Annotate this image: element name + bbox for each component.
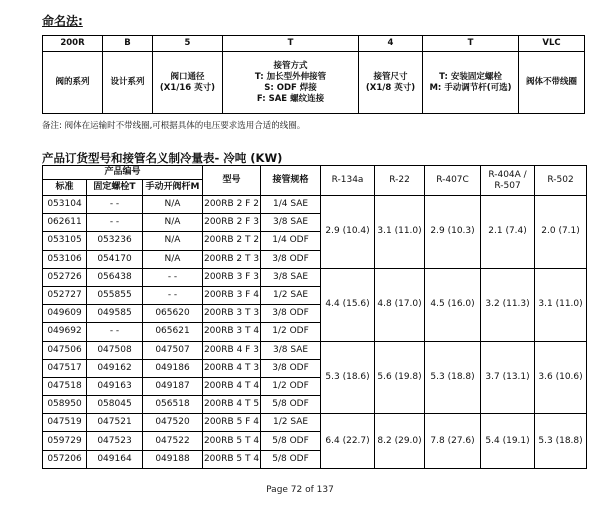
table-cell: 3/8 ODF: [261, 359, 321, 377]
naming-code: VLC: [519, 36, 585, 52]
table-cell: 053104: [43, 196, 87, 214]
table-cell: N/A: [143, 214, 203, 232]
table-cell: 047508: [87, 341, 143, 359]
naming-code: T: [423, 36, 519, 52]
table-cell: 049692: [43, 323, 87, 341]
r134a-header: R-134a: [321, 166, 375, 196]
table-cell: 200RB 2 T 2: [203, 232, 261, 250]
model-header: 型号: [203, 166, 261, 196]
capacity-cell: 4.5 (16.0): [425, 268, 481, 341]
table-cell: 1/2 SAE: [261, 414, 321, 432]
capacity-cell: 6.4 (22.7): [321, 414, 375, 469]
table-cell: 1/2 ODF: [261, 377, 321, 395]
capacity-cell: 3.1 (11.0): [535, 268, 587, 341]
table-cell: 200RB 5 T 4: [203, 450, 261, 468]
table-cell: 058950: [43, 396, 87, 414]
product-no-header: 产品编号: [43, 166, 203, 180]
table-row: [43, 268, 587, 286]
table-cell: 047519: [43, 414, 87, 432]
r22-header: R-22: [375, 166, 425, 196]
table-cell: 047506: [43, 341, 87, 359]
table-cell: 056518: [143, 396, 203, 414]
naming-code: T: [223, 36, 359, 52]
naming-desc: 接管尺寸 (X1/8 英寸): [359, 52, 423, 114]
table-cell: 200RB 5 T 4: [203, 432, 261, 450]
naming-desc: 阀体不带线圈: [519, 52, 585, 114]
table-row: [43, 341, 587, 359]
table-cell: 052727: [43, 286, 87, 304]
capacity-cell: 4.8 (17.0): [375, 268, 425, 341]
capacity-cell: 3.2 (11.3): [481, 268, 535, 341]
table-cell: 200RB 2 T 3: [203, 250, 261, 268]
table-cell: 200RB 4 T 4: [203, 377, 261, 395]
table-cell: 5/8 ODF: [261, 432, 321, 450]
connection-header: 接管规格: [261, 166, 321, 196]
table-cell: 200RB 4 T 5: [203, 396, 261, 414]
table-cell: 1/4 ODF: [261, 232, 321, 250]
naming-title: 命名法:: [42, 14, 83, 28]
table-row: [43, 414, 587, 432]
table-cell: - -: [143, 268, 203, 286]
capacity-cell: 4.4 (15.6): [321, 268, 375, 341]
capacity-cell: 5.3 (18.6): [321, 341, 375, 414]
table-cell: 057206: [43, 450, 87, 468]
naming-desc: T: 安装固定螺栓 M: 手动调节杆(可选): [423, 52, 519, 114]
table-cell: 200RB 5 F 4: [203, 414, 261, 432]
table-cell: 049164: [87, 450, 143, 468]
naming-desc-row: [43, 52, 585, 114]
naming-code: 5: [153, 36, 223, 52]
capacity-cell: 2.9 (10.3): [425, 196, 481, 269]
table-cell: 056438: [87, 268, 143, 286]
table-cell: 200RB 3 T 3: [203, 305, 261, 323]
table-cell: 047523: [87, 432, 143, 450]
table-cell: 049188: [143, 450, 203, 468]
page-footer: Page 72 of 137: [266, 485, 334, 495]
capacity-cell: 2.1 (7.4): [481, 196, 535, 269]
table-cell: 062611: [43, 214, 87, 232]
table-cell: 200RB 4 T 3: [203, 359, 261, 377]
capacity-cell: 3.6 (10.6): [535, 341, 587, 414]
table-row: [43, 196, 587, 214]
table-cell: 3/8 SAE: [261, 268, 321, 286]
table-cell: 047521: [87, 414, 143, 432]
capacity-cell: 5.3 (18.8): [425, 341, 481, 414]
table-cell: - -: [87, 196, 143, 214]
table-cell: 200RB 2 F 2: [203, 196, 261, 214]
capacity-cell: 8.2 (29.0): [375, 414, 425, 469]
naming-note: 备注: 阀体在运输时不带线圈,可根据具体的电压要求选用合适的线圈。: [42, 121, 306, 131]
table-cell: 3/8 ODF: [261, 250, 321, 268]
table-cell: 047520: [143, 414, 203, 432]
table-cell: 5/8 ODF: [261, 450, 321, 468]
naming-desc: 设计系列: [103, 52, 153, 114]
capacity-cell: 2.9 (10.4): [321, 196, 375, 269]
naming-desc: 阀的系列: [43, 52, 103, 114]
table-cell: 065621: [143, 323, 203, 341]
table-cell: 053105: [43, 232, 87, 250]
table-cell: 059729: [43, 432, 87, 450]
naming-code-row: [43, 36, 585, 52]
table-cell: 053236: [87, 232, 143, 250]
table-cell: 047507: [143, 341, 203, 359]
table-cell: 200RB 3 F 4: [203, 286, 261, 304]
table-cell: 1/4 SAE: [261, 196, 321, 214]
capacity-cell: 5.6 (19.8): [375, 341, 425, 414]
table-cell: 052726: [43, 268, 87, 286]
table-cell: 065620: [143, 305, 203, 323]
table-cell: N/A: [143, 232, 203, 250]
table-cell: 3/8 SAE: [261, 341, 321, 359]
table-cell: 1/2 SAE: [261, 286, 321, 304]
manual-stem-header: 手动开阀杆M: [143, 180, 203, 196]
table-cell: 1/2 ODF: [261, 323, 321, 341]
r404a-header: R-404A / R-507: [481, 166, 535, 196]
table-cell: 3/8 SAE: [261, 214, 321, 232]
naming-code: 4: [359, 36, 423, 52]
table-cell: 047522: [143, 432, 203, 450]
naming-code: B: [103, 36, 153, 52]
table-cell: 3/8 ODF: [261, 305, 321, 323]
table-cell: 5/8 ODF: [261, 396, 321, 414]
table-cell: 047517: [43, 359, 87, 377]
table-cell: - -: [87, 323, 143, 341]
fixed-bolt-header: 固定螺栓T: [87, 180, 143, 196]
capacity-cell: 5.4 (19.1): [481, 414, 535, 469]
table-title: 产品订货型号和接管名义制冷量表- 冷吨 (KW): [42, 151, 283, 165]
table-cell: 054170: [87, 250, 143, 268]
table-cell: 055855: [87, 286, 143, 304]
capacity-cell: 3.7 (13.1): [481, 341, 535, 414]
naming-desc: 阀口通径 (X1/16 英寸): [153, 52, 223, 114]
naming-code: 200R: [43, 36, 103, 52]
table-cell: 049186: [143, 359, 203, 377]
table-cell: - -: [143, 286, 203, 304]
capacity-cell: 7.8 (27.6): [425, 414, 481, 469]
capacity-cell: 2.0 (7.1): [535, 196, 587, 269]
table-cell: 047518: [43, 377, 87, 395]
standard-header: 标准: [43, 180, 87, 196]
table-cell: 200RB 2 F 3: [203, 214, 261, 232]
table-cell: 200RB 3 F 3: [203, 268, 261, 286]
capacity-cell: 3.1 (11.0): [375, 196, 425, 269]
naming-desc: 接管方式 T: 加长型外伸接管 S: ODF 焊接 F: SAE 螺纹连接: [223, 52, 359, 114]
r502-header: R-502: [535, 166, 587, 196]
naming-table: [42, 35, 585, 114]
table-cell: 200RB 3 T 4: [203, 323, 261, 341]
table-cell: - -: [87, 214, 143, 232]
table-cell: 049187: [143, 377, 203, 395]
capacity-table: [42, 165, 587, 469]
table-cell: 049609: [43, 305, 87, 323]
r407c-header: R-407C: [425, 166, 481, 196]
table-cell: 200RB 4 F 3: [203, 341, 261, 359]
table-cell: 053106: [43, 250, 87, 268]
table-cell: N/A: [143, 250, 203, 268]
table-cell: 049163: [87, 377, 143, 395]
table-cell: 049585: [87, 305, 143, 323]
table-cell: N/A: [143, 196, 203, 214]
capacity-cell: 5.3 (18.8): [535, 414, 587, 469]
table-cell: 049162: [87, 359, 143, 377]
table-cell: 058045: [87, 396, 143, 414]
